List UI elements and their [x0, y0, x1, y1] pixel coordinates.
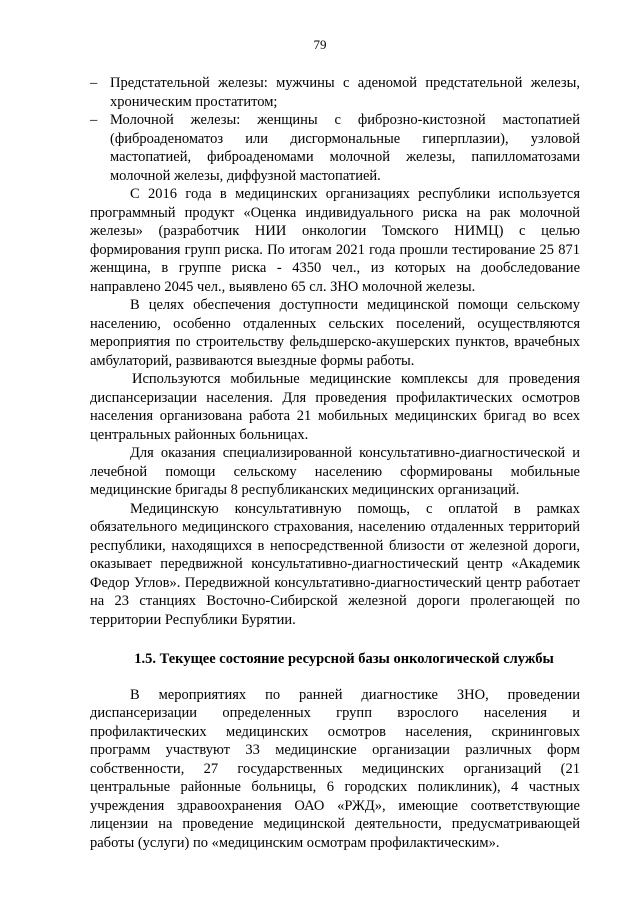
paragraph-rural-access: В целях обеспечения доступности медицинской помощи сельскому населению, особенно отдаленных сельских поселений, осуществляются мероприятия по строительству фельдшерско-акушерских пунктов, врачебных амбулаторий, развиваются выездные формы работы.	[90, 297, 580, 369]
bullet-item-breast	[90, 111, 580, 185]
paragraph-section-resources: В мероприятиях по ранней диагностике ЗНО, проведении диспансеризации определенных групп взрослого населения и профилактических медицинских осмотров населения, скрининговых программ участвуют 33 медицинские организации различных форм собственности, 27 государственных медицинских организаций (21 центральные районные больницы, 6 городских поликлиник), 4 частных учреждения здравоохранения ОАО «РЖД», имеющие соответствующие лицензии на проведение медицинской деятельности, предусматривающей работы (услуги) по «медицинским осмотрам профилактическим».	[90, 686, 580, 851]
bullet-item-prostate	[90, 74, 580, 111]
bullet-text: Молочной железы: женщины с фиброзно-кистозной мастопатией (фиброаденоматоз или дисгормональные гиперплазии), узловой мастопатией, фиброаденомами молочной железы, папилломатозами молочной железы, диффузной мастопатией.	[110, 112, 580, 184]
bullet-text: Предстательной железы: мужчины с аденомой предстательной железы, хроническим простатитом;	[110, 75, 580, 110]
page-body	[90, 74, 580, 852]
page-number: 79	[313, 37, 327, 52]
paragraph-train-center: Медицинскую консультативную помощь, с оплатой в рамках обязательного медицинского страхования, населению отдаленных территорий республики, находящихся в непосредственной близости от железной дороги, оказывает передвижной консультативно-диагностический центр «Академик Федор Углов». Передвижной консультативно-диагностический центр работает на 23 станциях Восточно-Сибирской железной дороги пролегающей по территории Республики Бурятии.	[90, 500, 580, 628]
paragraph-mobile-brigades: Для оказания специализированной консультативно-диагностической и лечебной помощи сельскому населению сформированы мобильные медицинские бригады 8 республиканских медицинских организаций.	[90, 445, 580, 498]
paragraph-risk-assessment: С 2016 года в медицинских организациях республики используется программный продукт «Оценка индивидуального риска на рак молочной железы» (разработчик НИИ онкологии Томского НИМЦ) с целью формирования групп риска. По итогам 2021 года прошли тестирование 25 871 женщина, в группе риска - 4350 чел., из которых на дообследование направлено 2045 чел., выявлено 65 сл. ЗНО молочной железы.	[90, 186, 580, 295]
section-heading: 1.5. Текущее состояние ресурсной базы онкологической службы	[134, 651, 554, 667]
paragraph-mobile-complexes: Используются мобильные медицинские комплексы для проведения диспансеризации населения. Для проведения профилактических осмотров населения организована работа 21 мобильных медицинских бригад во всех центральных районных больницах.	[90, 371, 580, 443]
bullet-dash: –	[90, 112, 98, 128]
bullet-dash: –	[90, 75, 98, 91]
